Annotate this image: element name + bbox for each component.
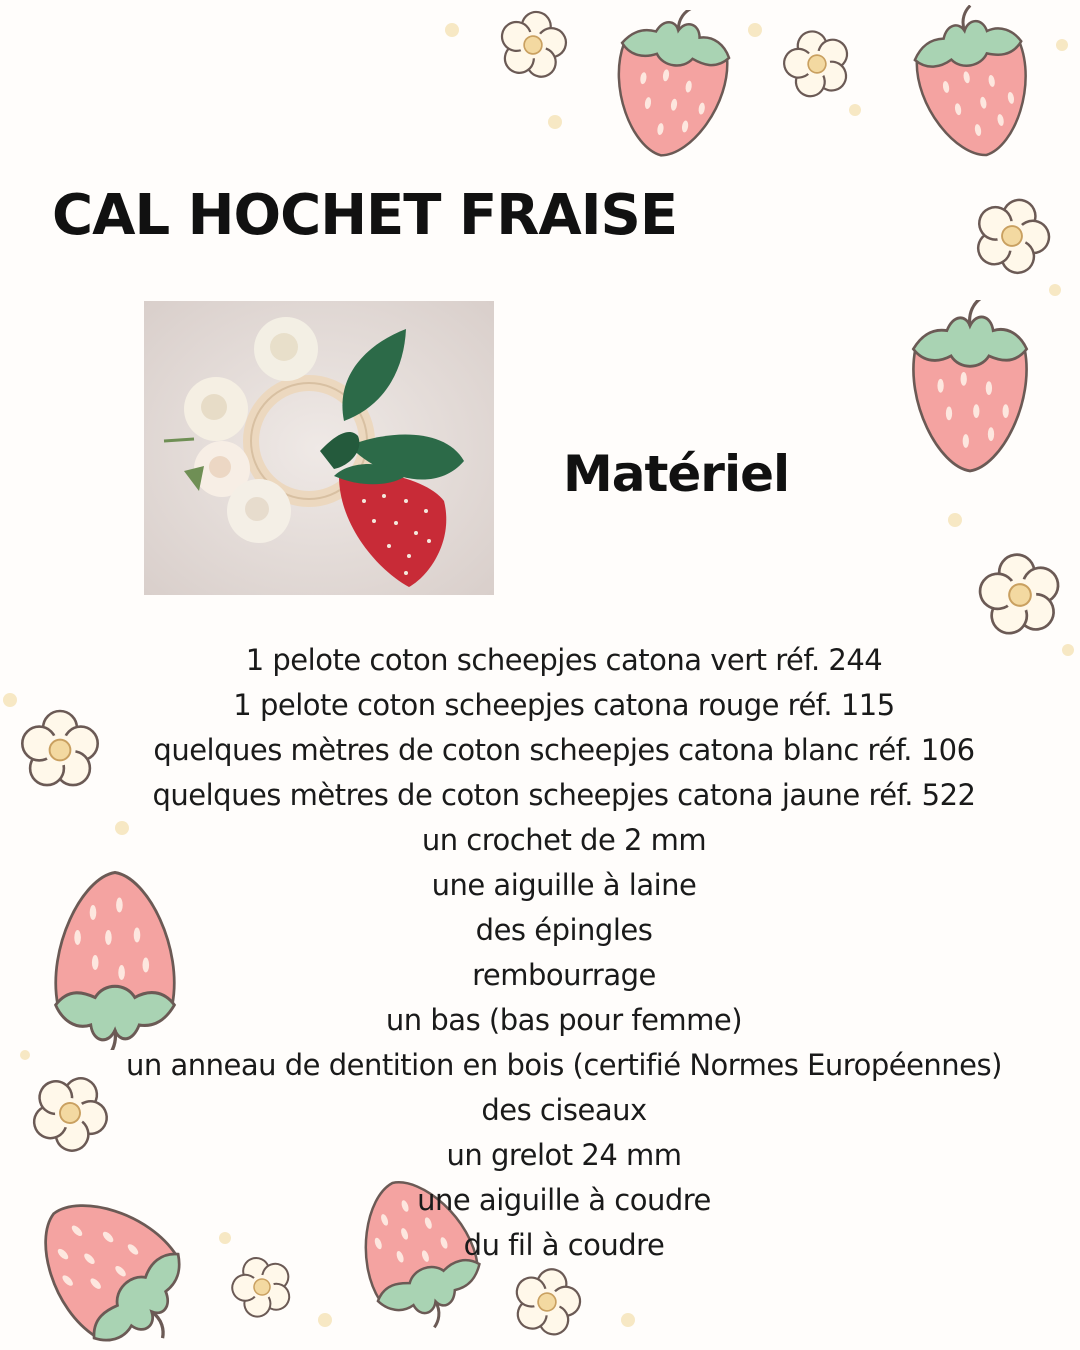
list-item: une aiguille à laine xyxy=(431,868,697,902)
page-title: CAL HOCHET FRAISE xyxy=(52,183,678,248)
list-item: une aiguille à coudre xyxy=(417,1183,711,1217)
list-item: un grelot 24 mm xyxy=(446,1138,682,1172)
list-item: rembourrage xyxy=(472,958,656,992)
list-item: 1 pelote coton scheepjes catona rouge réf. 115 xyxy=(233,688,895,722)
section-title: Matériel xyxy=(563,445,790,503)
materials-list xyxy=(60,638,1068,1268)
list-item: des ciseaux xyxy=(481,1093,647,1127)
list-item: des épingles xyxy=(475,913,653,947)
list-item: un anneau de dentition en bois (certifié Normes Européennes) xyxy=(126,1048,1002,1082)
list-item: quelques mètres de coton scheepjes catona jaune réf. 522 xyxy=(152,778,976,812)
product-photo xyxy=(144,301,494,595)
list-item: un crochet de 2 mm xyxy=(421,823,707,857)
list-item: un bas (bas pour femme) xyxy=(385,1003,743,1037)
list-item: quelques mètres de coton scheepjes catona blanc réf. 106 xyxy=(153,733,975,767)
list-item: 1 pelote coton scheepjes catona vert réf. 244 xyxy=(245,643,883,677)
list-item: du fil à coudre xyxy=(463,1228,665,1262)
